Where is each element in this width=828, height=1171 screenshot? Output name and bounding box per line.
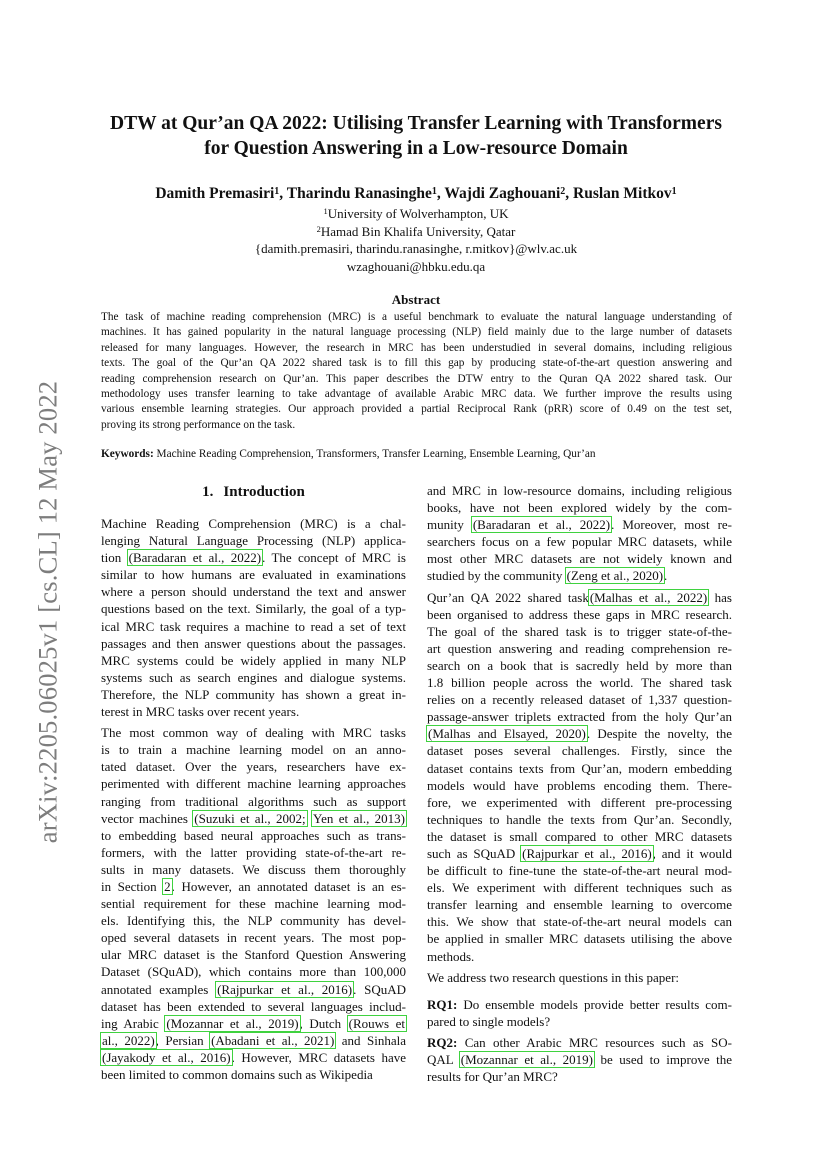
citation-link[interactable]: (Mozannar et al., 2019)	[460, 1052, 593, 1067]
citation-link[interactable]: (Jayakody et al., 2016)	[102, 1049, 231, 1065]
research-question-label: RQ1:	[427, 996, 458, 1012]
text-line	[427, 606, 732, 623]
abstract-line: methodology uses transfer learning to take advantage of available Arabic MRC data. We further improve the results using	[101, 388, 732, 401]
text-line	[427, 1034, 732, 1051]
title-line-2: for Question Answering in a Low-resource Domain	[204, 138, 628, 159]
citation-link[interactable]: (Mozannar et al., 2019)	[166, 1015, 299, 1031]
text-line	[101, 775, 406, 792]
text-line	[101, 724, 406, 741]
text-run: where a person should understand the text and answer	[101, 584, 406, 600]
text-run: passage-answer triplets extracted from the holy Qur’an	[427, 709, 732, 725]
author-email: {damith.premasiri, tharindu.ranasinghe, r.mitkov}@wlv.ac.uk	[254, 241, 578, 256]
paragraph	[427, 969, 732, 986]
text-run: is to train a machine learning model on an anno-	[101, 742, 406, 758]
text-run: studied by the community	[427, 568, 566, 584]
text-line	[427, 742, 732, 759]
abstract-line: reading comprehension research on Qur’an. This paper describes the DTW entry to the Quran QA 2022 shared task. Our	[101, 372, 732, 385]
text-run: be used to improve the	[593, 1052, 732, 1067]
author-email: wzaghouani@hbku.edu.qa	[346, 258, 486, 274]
text-run: systems such as search engines and dialogue systems.	[101, 669, 406, 685]
text-run: vector machines	[101, 810, 194, 826]
text-line	[101, 1015, 406, 1032]
text-run: Do ensemble models provide better results com-	[457, 996, 732, 1012]
text-line	[101, 895, 406, 912]
text-run: Qur’an QA 2022 shared task	[427, 589, 589, 605]
text-line	[101, 1066, 406, 1083]
paragraph	[427, 589, 732, 965]
text-line	[427, 674, 732, 691]
abstract-line: various ensemble learning strategies. Our approach provided a partial Reciprocal Rank (pRR) score of 0.49 on the test set,	[101, 403, 732, 416]
text-run: ular MRC dataset is the Stanford Question Answering	[101, 947, 406, 963]
text-line	[427, 969, 732, 986]
text-line	[427, 828, 732, 845]
citation-link[interactable]: (Malhas et al., 2022)	[589, 589, 708, 605]
text-run: tated dataset. Over the years, researchers have ex-	[101, 759, 406, 775]
text-run: Can other Arabic MRC resources such as SO-	[457, 1034, 732, 1050]
text-run: be applied in smaller MRC datasets utilising the above	[427, 931, 732, 947]
text-line	[101, 793, 406, 810]
text-run: oped several datasets in recent years. The most pop-	[101, 930, 406, 946]
author-name: Wajdi Zaghouani	[444, 185, 561, 202]
text-line	[101, 566, 406, 583]
text-line	[101, 929, 406, 946]
text-line	[427, 948, 732, 965]
abstract-line: released for many languages. However, the research in MRC has been understudied in several domains, including religious	[101, 341, 732, 354]
text-line	[101, 600, 406, 617]
abstract-text	[101, 310, 732, 433]
arxiv-identifier-stamp: arXiv:2205.06025v1 [cs.CL] 12 May 2022	[32, 380, 63, 844]
text-run: results for Qur’an MRC?	[427, 1069, 558, 1085]
text-line	[427, 760, 732, 777]
text-line	[427, 1013, 732, 1030]
author-affiliation-mark: 2	[560, 186, 566, 197]
text-line	[427, 1068, 732, 1085]
text-run: and MRC in low-resource domains, including religious	[427, 483, 732, 498]
text-line	[427, 691, 732, 708]
text-run: dataset poses several challenges. Firstly, since the	[427, 743, 732, 759]
text-run: been limited to common domains such as Wikipedia	[101, 1067, 373, 1082]
text-run: . SQuAD	[353, 981, 406, 997]
text-line	[427, 482, 732, 499]
research-question	[427, 1034, 732, 1085]
text-run: to embedding based neural approaches such as trans-	[101, 827, 406, 843]
text-line	[427, 896, 732, 913]
text-line	[101, 549, 406, 566]
text-line	[427, 879, 732, 896]
text-line	[427, 623, 732, 640]
text-line	[101, 981, 406, 998]
affiliation-number: 1	[323, 206, 328, 216]
author-block	[100, 183, 732, 275]
text-line	[101, 810, 406, 827]
abstract-line: machines. It has gained popularity in the natural language processing (NLP) field mainly due to the large number of datasets	[101, 326, 732, 339]
text-line	[427, 550, 732, 567]
text-run: tion	[101, 550, 128, 566]
text-line	[427, 640, 732, 657]
text-run: art question answering and reading comprehension re-	[427, 640, 732, 656]
text-run: . Despite the novelty, the	[586, 726, 732, 742]
citation-link[interactable]: (Rajpurkar et al., 2016)	[522, 845, 652, 861]
text-run: Machine Reading Comprehension (MRC) is a chal-	[101, 516, 406, 531]
text-line	[101, 1032, 406, 1049]
citation-link[interactable]: (Rajpurkar et al., 2016)	[217, 981, 353, 997]
text-line	[101, 652, 406, 669]
text-line	[427, 499, 732, 516]
section-number: 1.	[202, 484, 214, 500]
text-run: lenging Natural Language Processing (NLP) applica-	[101, 533, 406, 549]
section-heading-introduction	[101, 482, 406, 502]
text-line	[101, 1049, 406, 1066]
keywords	[101, 447, 732, 462]
text-run: , and it would	[652, 845, 732, 861]
text-run: has	[708, 589, 732, 605]
text-line	[101, 532, 406, 549]
author-name: Damith Premasiri	[155, 185, 275, 202]
citation-link[interactable]: (Zeng et al., 2020)	[566, 568, 664, 584]
text-line	[427, 996, 732, 1013]
citation-link[interactable]: (Abadani et al., 2021)	[211, 1032, 335, 1048]
research-question-label: RQ2:	[427, 1034, 458, 1050]
left-column-paragraphs	[101, 515, 406, 1083]
text-line	[427, 567, 732, 584]
text-line	[101, 878, 406, 895]
text-run: been organised to address these gaps in MRC research.	[427, 606, 732, 622]
text-run: methods.	[427, 948, 475, 964]
citation-link[interactable]: (Baradaran et al., 2022)	[128, 550, 262, 566]
text-line	[427, 589, 732, 606]
text-run: MRC systems could be widely applied in many NLP	[101, 652, 406, 668]
text-run: most other MRC datasets are not widely known and	[427, 551, 732, 567]
text-line	[427, 777, 732, 794]
citation-link[interactable]: 2	[164, 878, 171, 894]
text-run: formers, with the latter providing state-of-the-art re-	[101, 844, 406, 860]
text-run: in Section	[101, 878, 164, 894]
text-run: annotated examples	[101, 981, 217, 997]
author-name: Ruslan Mitkov	[573, 185, 672, 202]
text-run: perimented with different machine learning approaches	[101, 776, 406, 792]
text-run: 1.8 billion people across the world. The shared task	[427, 675, 732, 691]
text-run: QAL	[427, 1052, 460, 1067]
text-run: passages and then answer questions about the passages.	[101, 635, 406, 651]
affiliation-number: 2	[316, 223, 321, 234]
text-run: fore, we experimented with different pre-processing	[427, 794, 732, 810]
author-affiliation-mark: 1	[274, 186, 280, 197]
text-line	[101, 912, 406, 929]
research-question	[427, 996, 732, 1030]
author-affiliation-mark: 1	[671, 186, 677, 197]
citation-link[interactable]: al., 2022)	[102, 1032, 155, 1048]
text-run: , Persian	[155, 1032, 211, 1048]
text-run: els. Identifying this, the NLP community has devel-	[101, 913, 406, 929]
right-column-paragraphs	[427, 482, 732, 986]
affiliation	[100, 223, 732, 241]
text-run: dataset has been extended to several languages includ-	[101, 998, 406, 1014]
text-run: techniques to handle the texts from Qur’an. Secondly,	[427, 811, 732, 827]
paragraph	[427, 482, 732, 585]
text-run: munity	[427, 517, 472, 533]
affiliation-text: Hamad Bin Khalifa University, Qatar	[320, 223, 516, 239]
text-line	[101, 583, 406, 600]
text-run: this. We show that state-of-the-art neural models can	[427, 914, 732, 930]
author-name: Tharindu Ranasinghe	[286, 185, 432, 202]
research-questions	[427, 996, 732, 1085]
text-line	[101, 703, 406, 720]
text-line	[427, 533, 732, 550]
text-line	[101, 861, 406, 878]
text-run: similar to how humans are evaluated in examinations	[101, 567, 406, 583]
text-run: Dataset (SQuAD), which contains more than 100,000	[101, 964, 406, 980]
title-line-1: DTW at Qur’an QA 2022: Utilising Transfer Learning with Transformers	[110, 113, 722, 134]
text-run: .	[664, 568, 668, 584]
text-run: els. We experiment with different techniques such as	[427, 880, 732, 896]
abstract-heading: Abstract	[391, 292, 441, 307]
text-run: pared to single models?	[427, 1013, 551, 1029]
keywords-text: Machine Reading Comprehension, Transformers, Transfer Learning, Ensemble Learning, Qur’an	[153, 448, 596, 460]
paragraph	[101, 724, 406, 1083]
text-run: . The concept of MRC is	[262, 550, 406, 566]
text-line	[101, 635, 406, 652]
text-line	[101, 844, 406, 861]
text-run: . However, an annotated dataset is an es-	[171, 878, 406, 894]
text-line	[101, 686, 406, 703]
text-run: terest in MRC tasks over recent years.	[101, 704, 300, 720]
text-line	[427, 811, 732, 828]
text-run: models would have problems encoding them. There-	[427, 777, 732, 793]
text-run: ical MRC task requires a machine to read a set of text	[101, 618, 406, 634]
citation-link[interactable]: (Rouws et	[348, 1015, 405, 1031]
text-line	[101, 669, 406, 686]
text-run: sential requirement for these machine learning mod-	[101, 896, 406, 912]
affiliation-text: University of Wolverhampton, UK	[327, 206, 509, 221]
text-line	[427, 913, 732, 930]
text-line	[427, 1051, 732, 1068]
text-line	[101, 741, 406, 758]
text-run: be difficult to fine-tune the state-of-the-art neural mod-	[427, 863, 732, 879]
text-line	[427, 516, 732, 533]
text-run: dataset contains texts from Qur’an, modern embedding	[427, 760, 732, 776]
text-line	[427, 845, 732, 862]
keywords-label: Keywords:	[101, 448, 154, 460]
text-line	[427, 862, 732, 879]
right-column	[427, 482, 732, 1089]
text-run: transfer learning and ensemble learning to overcome	[427, 897, 732, 913]
section-title: Introduction	[223, 484, 305, 500]
text-line	[427, 794, 732, 811]
text-line	[101, 618, 406, 635]
text-run: ranging from traditional algorithms such as support	[101, 793, 406, 809]
text-run: searchers focus on a few popular MRC datasets, while	[427, 534, 732, 550]
text-line	[427, 708, 732, 725]
text-line	[101, 963, 406, 980]
text-run: sults in many datasets. We discuss them thoroughly	[101, 861, 406, 877]
citation-link[interactable]: (Malhas and Elsayed, 2020)	[428, 726, 586, 742]
text-run: The goal of the shared task is to trigger state-of-the-	[427, 623, 732, 639]
text-run: such as SQuAD	[427, 845, 522, 861]
paper-title	[100, 111, 732, 161]
text-line	[101, 827, 406, 844]
text-line	[101, 515, 406, 532]
paragraph	[101, 515, 406, 720]
text-run: books, have not been explored widely by the com-	[427, 500, 732, 516]
text-run: , Dutch	[299, 1015, 348, 1031]
citation-link[interactable]: Yen et al., 2013)	[313, 810, 406, 826]
text-run: the dataset is small compared to other MRC datasets	[427, 828, 732, 844]
text-run: Therefore, the NLP community has shown a great in-	[101, 686, 406, 702]
text-line	[101, 758, 406, 775]
text-run: . Moreover, most re-	[611, 517, 732, 533]
text-run: . However, MRC datasets have	[231, 1049, 407, 1065]
text-line	[101, 998, 406, 1015]
text-run: We address two research questions in this paper:	[427, 969, 680, 985]
author-affiliation-mark: 1	[431, 186, 437, 197]
affiliation	[100, 205, 732, 223]
citation-link[interactable]: (Baradaran et al., 2022)	[472, 517, 611, 533]
left-column	[101, 482, 406, 1087]
text-line	[427, 930, 732, 947]
abstract-line: The task of machine reading comprehension (MRC) is a useful benchmark to evaluate the natural language understanding of	[101, 311, 732, 323]
text-run: The most common way of dealing with MRC tasks	[101, 725, 406, 741]
citation-link[interactable]: (Suzuki et al., 2002;	[194, 810, 306, 826]
abstract-line: proving its strong performance on the task.	[101, 418, 296, 431]
text-run: relies on a recently released dataset of 1,337 question-	[427, 692, 732, 708]
text-run: search on a book that is sacredly held by more than	[427, 657, 732, 673]
text-line	[427, 657, 732, 674]
text-run: questions based on the text. Similarly, the goal of a typ-	[101, 601, 406, 617]
text-line	[427, 725, 732, 742]
abstract-line: texts. The goal of the Qur’an QA 2022 shared task is to fill this gap by producing state-of-the-art question answering and	[101, 357, 732, 370]
author-list: Damith Premasiri$^1$, Tharindu Ranasinghe$^1$, Wajdi Zaghouani$^2$, Ruslan Mitkov$^1$	[155, 185, 677, 202]
text-run: ing Arabic	[101, 1015, 166, 1031]
text-line	[101, 946, 406, 963]
text-run: and Sinhala	[335, 1032, 406, 1048]
